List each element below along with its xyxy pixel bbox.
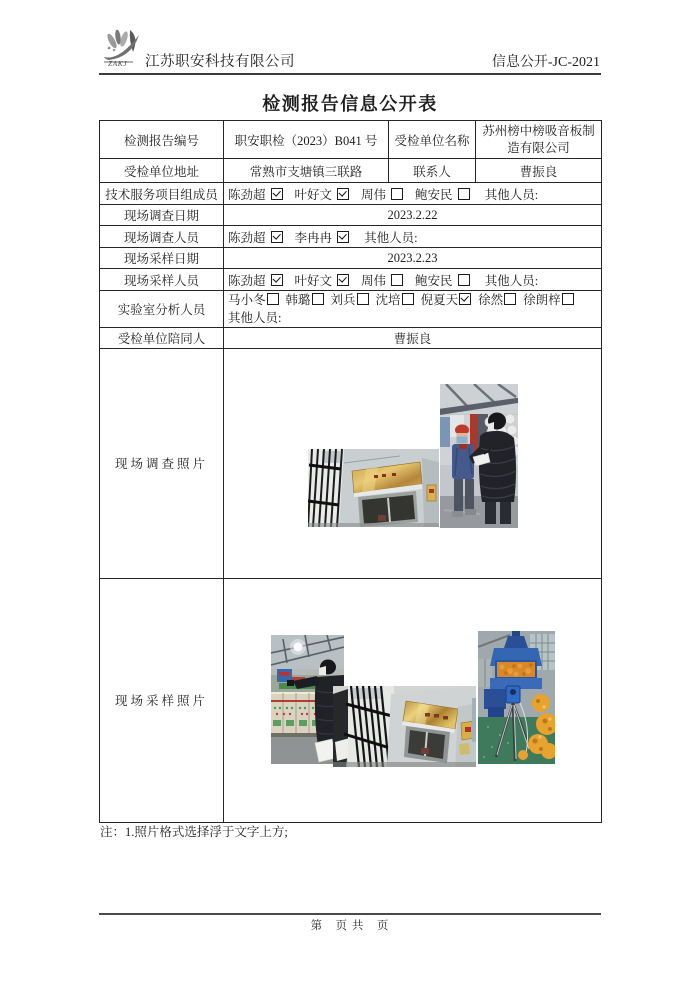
member-刘兵 xyxy=(331,293,369,307)
member-name: 韩璐 xyxy=(285,293,311,307)
member-name: 鲍安民 xyxy=(415,187,453,202)
sampling-date-label: 现场采样日期 xyxy=(100,248,224,269)
member-徐朗梓 xyxy=(523,293,574,307)
checkbox-unchecked-icon xyxy=(391,188,403,200)
sampling-photos-label: 现场采样照片 xyxy=(100,578,224,822)
company-name: 江苏职安科技有限公司 xyxy=(145,54,295,70)
checkbox-checked-icon xyxy=(337,188,349,200)
sampling-members-list xyxy=(228,274,482,288)
member-陈劲超 xyxy=(228,274,283,288)
row-report-no xyxy=(100,121,602,159)
survey-photo-workers-interview xyxy=(440,384,518,528)
member-name: 叶好文 xyxy=(294,187,333,202)
row-survey-date xyxy=(100,205,602,226)
unit-addr-label: 受检单位地址 xyxy=(100,159,224,183)
page-footer xyxy=(99,913,601,933)
survey-photos-cell xyxy=(224,348,602,578)
document-code: 信息公开-JC-2021 xyxy=(491,55,600,70)
row-lab-staff xyxy=(100,291,602,328)
member-陈劲超 xyxy=(228,231,283,245)
checkbox-checked-icon xyxy=(337,274,349,286)
survey-photo-building-entrance xyxy=(308,449,439,527)
unit-addr-value: 常熟市支塘镇三联路 xyxy=(224,159,389,183)
sampling-staff-label: 现场采样人员 xyxy=(100,269,224,291)
checkbox-unchecked-icon xyxy=(504,293,516,305)
member-徐然 xyxy=(478,293,516,307)
member-name: 倪夏天 xyxy=(420,293,459,307)
team-members-cell xyxy=(224,183,602,205)
member-周伟 xyxy=(361,188,403,202)
row-escort xyxy=(100,327,602,348)
company-logo-icon xyxy=(99,28,145,70)
member-周伟 xyxy=(361,274,403,288)
disclosure-form-table xyxy=(99,120,602,823)
member-鲍安民 xyxy=(415,188,470,202)
row-survey-photos xyxy=(100,348,602,578)
member-name: 沈培 xyxy=(375,293,401,307)
member-name: 叶好文 xyxy=(294,273,333,288)
member-name: 刘兵 xyxy=(330,293,356,307)
unit-name-label: 受检单位名称 xyxy=(389,121,476,159)
report-no-label: 检测报告编号 xyxy=(100,121,224,159)
survey-others-label: 其他人员: xyxy=(364,230,418,245)
sampling-staff-cell xyxy=(224,269,602,291)
lab-others-label: 其他人员: xyxy=(228,310,282,325)
sampling-date-value: 2023.2.23 xyxy=(224,248,602,269)
team-label: 技术服务项目组成员 xyxy=(100,183,224,205)
page-number-text: 第 页 共 页 xyxy=(310,920,390,932)
survey-date-value: 2023.2.22 xyxy=(224,205,602,226)
checkbox-checked-icon xyxy=(337,231,349,243)
survey-date-label: 现场调查日期 xyxy=(100,205,224,226)
escort-label: 受检单位陪同人 xyxy=(100,327,224,348)
contact-value: 曹振良 xyxy=(476,159,602,183)
member-鲍安民 xyxy=(415,274,470,288)
member-name: 李冉冉 xyxy=(294,230,333,245)
survey-photos-label: 现场调查照片 xyxy=(100,348,224,578)
member-沈培 xyxy=(376,293,414,307)
member-name: 周伟 xyxy=(361,187,387,202)
member-叶好文 xyxy=(295,188,350,202)
checkbox-unchecked-icon xyxy=(458,274,470,286)
checkbox-checked-icon xyxy=(459,293,471,305)
member-马小冬 xyxy=(228,293,279,307)
sampling-photo-building-entrance xyxy=(333,686,476,767)
page-header xyxy=(99,28,601,75)
report-no-value: 职安职检（2023）B041 号 xyxy=(224,121,389,159)
survey-staff-cell xyxy=(224,226,602,248)
sampling-others-label: 其他人员: xyxy=(484,273,539,288)
survey-staff-label: 现场调查人员 xyxy=(100,226,224,248)
unit-name-value: 苏州榜中榜吸音板制造有限公司 xyxy=(476,121,602,159)
member-倪夏天 xyxy=(421,293,472,307)
member-韩璐 xyxy=(286,293,324,307)
checkbox-unchecked-icon xyxy=(312,293,324,305)
page-title: 检测报告信息公开表 xyxy=(262,94,438,114)
team-others-label: 其他人员: xyxy=(484,187,539,202)
escort-value: 曹振良 xyxy=(224,327,602,348)
member-name: 徐然 xyxy=(478,293,504,307)
sampling-photo-machine-tripod xyxy=(478,631,555,764)
checkbox-unchecked-icon xyxy=(391,274,403,286)
logo-text: ZAKJ xyxy=(108,59,128,68)
sampling-photos-cell xyxy=(224,578,602,822)
checkbox-unchecked-icon xyxy=(402,293,414,305)
member-陈劲超 xyxy=(228,188,283,202)
checkbox-checked-icon xyxy=(271,231,283,243)
lab-label: 实验室分析人员 xyxy=(100,291,224,328)
footnote: 注：1.照片格式选择浮于文字上方; xyxy=(100,825,288,839)
row-sampling-date xyxy=(100,248,602,269)
checkbox-unchecked-icon xyxy=(562,293,574,305)
member-name: 鲍安民 xyxy=(415,273,453,288)
checkbox-unchecked-icon xyxy=(458,188,470,200)
member-name: 周伟 xyxy=(361,273,387,288)
contact-label: 联系人 xyxy=(389,159,476,183)
member-name: 马小冬 xyxy=(228,293,266,307)
row-sampling-staff xyxy=(100,269,602,291)
member-name: 徐朗梓 xyxy=(523,293,561,307)
checkbox-checked-icon xyxy=(271,274,283,286)
member-name: 陈劲超 xyxy=(228,230,266,245)
row-team-members xyxy=(100,183,602,205)
member-name: 陈劲超 xyxy=(228,187,266,202)
survey-members-list xyxy=(228,231,361,245)
checkbox-unchecked-icon xyxy=(357,293,369,305)
member-name: 陈劲超 xyxy=(228,273,266,288)
member-李冉冉 xyxy=(295,231,350,245)
row-survey-staff xyxy=(100,226,602,248)
lab-staff-cell xyxy=(224,291,602,328)
row-unit-address xyxy=(100,159,602,183)
lab-members-list xyxy=(228,293,581,307)
row-sampling-photos xyxy=(100,578,602,822)
checkbox-unchecked-icon xyxy=(267,293,279,305)
checkbox-checked-icon xyxy=(271,188,283,200)
team-members-list xyxy=(228,188,482,202)
member-叶好文 xyxy=(295,274,350,288)
